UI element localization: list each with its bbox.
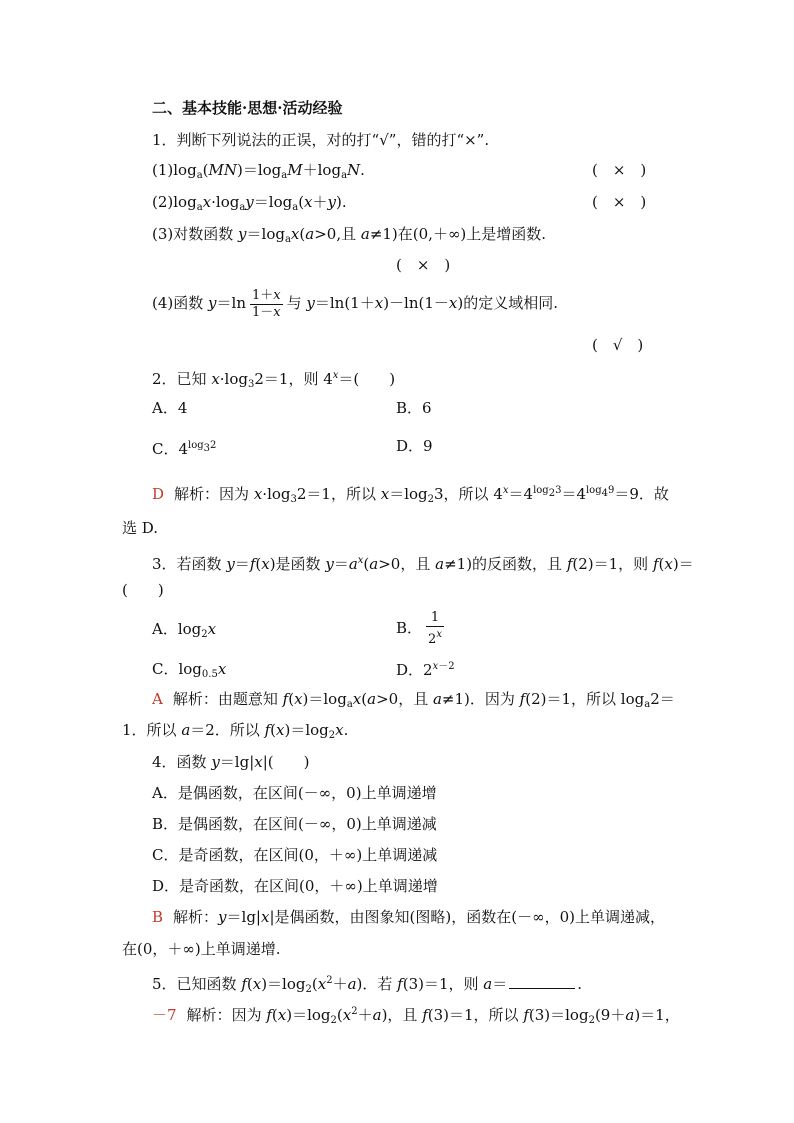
q4-answer: B: [152, 908, 164, 926]
q4-option-b: B．是偶函数，在区间(－∞，0)上单调递减: [152, 815, 437, 833]
q3-stem: 3．若函数 y＝f(x)是函数 $y=a^x(a>0$，且 a≠1)的反函数，且 f(2)＝1，则 f(x)＝: [152, 555, 694, 573]
q5-stem: 5．已知函数 $f(x)=\log_2(x^2+a)$．若 f(3)＝1，则 a＝ .: [152, 975, 583, 995]
q1-item-4-mark: ( √ ): [592, 336, 644, 354]
q1-item-3-mark: ( × ): [396, 256, 451, 274]
q2-option-d: D．9: [396, 437, 433, 455]
q1-item-2: $(2)\log_ax\cdot\log_ay=\log_a(x+y)$.: [152, 193, 347, 213]
q5-analysis: －7 解析：因为 $f(x)=\log_2(x^2+a)$，且 f(3)＝1，所以 $f(3)=\log_2(9+a)=1$，: [152, 1006, 680, 1026]
q1-stem: 1．判断下列说法的正误，对的打“√”，错的打“×”.: [152, 131, 490, 149]
q5-blank[interactable]: [509, 974, 575, 989]
q3-analysis-end: 1．所以 a＝2．所以 $f(x)=\log_2x$.: [122, 721, 349, 741]
q3-option-a: A．$\log_2x$: [152, 620, 217, 640]
q3-option-d: D．$2^{x-2}$: [396, 661, 455, 679]
q3-analysis: A 解析：由题意知 $f(x)=\log_ax(a>0$，且 a≠1)．因为 f(2)＝1，所以 $\log_a2=$: [152, 690, 675, 710]
q4-analysis: B 解析：y＝lg|x|是偶函数，由图象知(图略)，函数在(－∞，0)上单调递减，: [152, 908, 665, 926]
q1-item-1: $(1)\log_a(MN)=\log_aM+\log_aN$.: [152, 161, 365, 181]
q4-option-c: C．是奇函数，在区间(0，＋∞)上单调递减: [152, 846, 438, 864]
q4-stem: 4．函数 y＝lg|x|( ): [152, 753, 310, 771]
q3-option-c: C．$\log_{0.5}x$: [152, 660, 227, 680]
q2-analysis-end: 选 D.: [122, 519, 159, 537]
q3-answer: A: [152, 690, 163, 708]
q5-answer: －7: [152, 1006, 177, 1024]
q2-analysis: D 解析：因为 $x\cdot\log_32=1$，所以 $x=\log_23$，所以 $4^x=4^{log_23}=4^{log_49}=9$．故: [152, 485, 669, 505]
q2-option-a: A．4: [152, 399, 188, 417]
q4-option-a: A．是偶函数，在区间(－∞，0)上单调递增: [152, 784, 437, 802]
q4-option-d: D．是奇函数，在区间(0，＋∞)上单调递增: [152, 877, 438, 895]
q2-option-b: B．6: [396, 399, 432, 417]
q4-analysis-end: 在(0，＋∞)上单调递增.: [122, 940, 281, 958]
q1-item-1-mark: ( × ): [592, 161, 647, 179]
q1-item-3: (3)对数函数 $y=\log_ax(a>0$,且 a≠1)在(0,＋∞)上是增函数.: [152, 225, 547, 245]
q1-item-4: (4)函数 y＝ln $\frac{1+x}{1-x}$ 与 y＝ln(1＋x)－ln(1－x)的定义域相同.: [152, 287, 559, 320]
q1-item-2-mark: ( × ): [592, 193, 647, 211]
q2-answer: D: [152, 485, 165, 503]
q2-option-c: C．$4^{log_32}$: [152, 440, 217, 458]
q3-option-b: B． $\frac{1}{2^x}$: [396, 610, 442, 647]
q2-stem: 2．已知 $x\cdot\log_32=1$，则 $4^x=$( ): [152, 370, 396, 390]
section-title: 二、基本技能·思想·活动经验: [152, 99, 343, 117]
q3-paren: ( ): [122, 581, 164, 599]
